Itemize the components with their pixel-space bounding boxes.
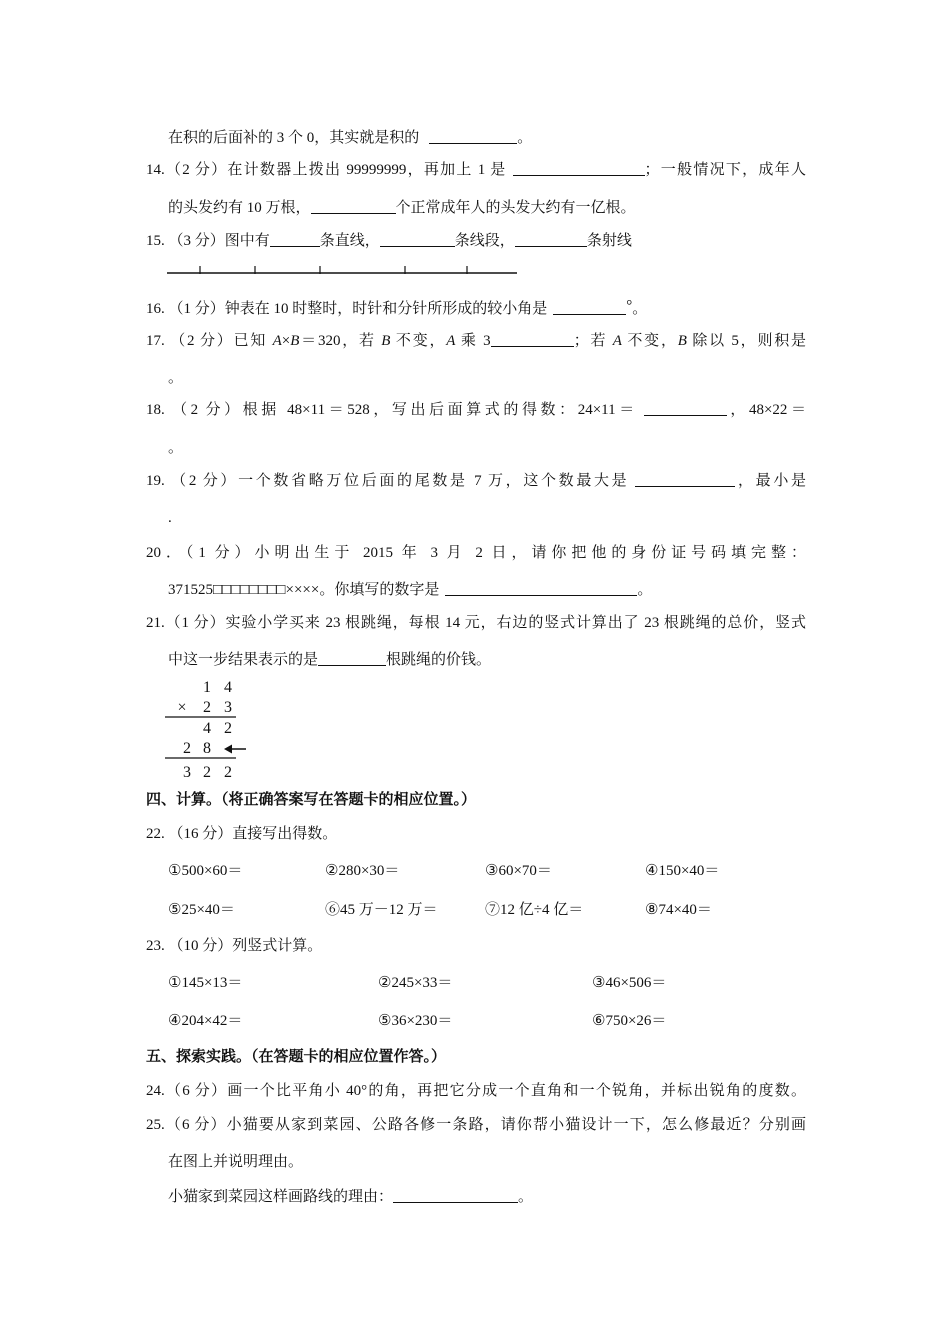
q14-text-4: 个正常成年人的头发大约有一亿根。 [395, 200, 636, 216]
q13-text: 在积的后面补的 3 个 0，其实就是积的 [168, 130, 420, 146]
q20-end: 。 [637, 582, 653, 598]
q20-answer-blank [445, 581, 637, 596]
q18-answer-blank [644, 401, 727, 416]
q17-number-score: 17. （2 分） [146, 333, 234, 349]
q22-item: ④150×40＝ [645, 863, 720, 879]
section-5-title: 五、探索实践。（在答题卡的相应位置作答。） [146, 1049, 447, 1065]
q20-text-2: 。你填写的数字是 [319, 582, 440, 598]
section-4-title: 四、计算。（将正确答案写在答题卡的相应位置。） [146, 792, 477, 808]
q15-text-4: 条射线 [586, 233, 632, 249]
q17-text-1: 已知 [233, 333, 273, 349]
q24-text: 画一个比平角小 40°的角，再把它分成一个直角和一个锐角，并标出锐角的度数。 [227, 1083, 806, 1099]
q19-line-1 [146, 471, 806, 491]
calc-digit: 1 [203, 679, 211, 696]
q22-item: ⑤25×40＝ [168, 902, 235, 918]
q14-text-3: 的头发约有 10 万根， [168, 200, 311, 216]
q21-number-score: 21.（1 分） [146, 615, 226, 631]
q23-line [146, 936, 322, 956]
q14-line-1 [146, 160, 806, 180]
q17-text-3: 不变， [390, 333, 447, 349]
calc-digit: 4 [203, 720, 211, 737]
q21-text-1: 实验小学买来 23 根跳绳，每根 14 元，右边的竖式计算出了 23 根跳绳的总价，竖式 [225, 615, 806, 631]
q21-line-2 [168, 650, 491, 670]
q15-text-2: 条直线， [319, 233, 380, 249]
q19-number-score: 19. （2 分） [146, 473, 239, 489]
q17-var-b: B [381, 333, 391, 349]
q19-line-2 [168, 508, 172, 528]
q25-line-1 [146, 1115, 806, 1135]
q16-line [146, 299, 647, 319]
calc-digit: 2 [203, 764, 211, 781]
q18-text-1: 根据 48×11＝528，写出后面算式的得数：24×11＝ [242, 402, 638, 418]
q13-answer-blank [429, 129, 517, 144]
q15-line-figure [160, 262, 525, 282]
q17-answer-blank [491, 332, 574, 347]
q17-text-4: 乘 3 [455, 333, 491, 349]
q25-line-3 [168, 1187, 533, 1207]
q14-number-score: 14.（2 分） [146, 162, 228, 178]
q19-answer-blank [635, 472, 735, 487]
q18-text-2: ，48×22＝ [726, 402, 806, 418]
q18-end: 。 [168, 440, 184, 456]
q22-text: 直接写出得数。 [232, 826, 338, 842]
q15-answer-blank-2 [380, 232, 455, 247]
q17-var-a: A [272, 333, 282, 349]
q16-answer-blank [553, 300, 626, 315]
q19-text-2: ，最小是 [735, 473, 806, 489]
q15-line [146, 231, 632, 251]
q19-end: . [168, 510, 172, 526]
q22-number-score: 22. （16 分） [146, 826, 233, 842]
q14-answer-blank-1 [513, 161, 645, 176]
q23-item: ⑥750×26＝ [592, 1013, 667, 1029]
calc-digit: 8 [203, 740, 211, 757]
q23-item: ①145×13＝ [168, 975, 243, 991]
q16-end: 。 [632, 301, 648, 317]
q20-id-number: 371525□□□□□□□□×××× [168, 582, 320, 598]
calc-digit: 3 [224, 699, 232, 716]
q25-number-score: 25.（6 分） [146, 1117, 227, 1133]
calc-digit: 3 [183, 764, 191, 781]
q16-text: 钟表在 10 时整时，时针和分针所形成的较小角是 [224, 301, 548, 317]
q17-text-7: 除以 5，则积是 [686, 333, 806, 349]
q17-end: 。 [168, 370, 184, 386]
q17-times-sign: × [281, 333, 291, 349]
q22-item: ⑧74×40＝ [645, 902, 712, 918]
q18-number-score: 18. （2 分） [146, 402, 243, 418]
q16-number-score: 16. （1 分） [146, 301, 225, 317]
q14-answer-blank-2 [311, 199, 396, 214]
calc-multiply-sign: × [177, 699, 187, 716]
q15-text-1: 图中有 [224, 233, 270, 249]
q23-item: ③46×506＝ [592, 975, 667, 991]
q17-text-6: 不变， [621, 333, 678, 349]
q16-degree-sign: ° [626, 298, 633, 314]
q20-line-2 [168, 580, 652, 600]
q13-continuation-line [168, 128, 532, 148]
q17-var-a: A [612, 333, 622, 349]
q21-answer-blank [318, 651, 386, 666]
q21-text-3: 根跳绳的价钱。 [386, 652, 492, 668]
calc-digit: 2 [224, 764, 232, 781]
q15-answer-blank-3 [515, 232, 587, 247]
calc-digit: 4 [224, 679, 232, 696]
q23-text: 列竖式计算。 [232, 938, 323, 954]
q20-line-1 [146, 543, 806, 563]
q17-line-1 [146, 331, 806, 351]
q22-item: ⑦12 亿÷4 亿＝ [485, 902, 584, 918]
q22-item: ①500×60＝ [168, 863, 243, 879]
q17-var-b: B [290, 333, 300, 349]
q20-text-1: 小明出生于 2015 年 3 月 2 日，请你把他的身份证号码填完整： [254, 545, 806, 561]
q22-item: ⑥45 万－12 万＝ [325, 902, 438, 918]
calc-digit: 2 [203, 699, 211, 716]
q25-line-2: 在图上并说明理由。 [168, 1154, 304, 1170]
q18-line-1 [146, 400, 806, 420]
q23-item: ②245×33＝ [378, 975, 453, 991]
q15-answer-blank-1 [270, 232, 320, 247]
q23-item: ④204×42＝ [168, 1013, 243, 1029]
q22-line [146, 824, 337, 844]
q25-text-1: 小猫要从家到菜园、公路各修一条路，请你帮小猫设计一下，怎么修最近？分别画 [226, 1117, 806, 1133]
q14-text-1: 在计数器上拨出 99999999，再加上 1 是 [227, 162, 507, 178]
q14-text-2: ；一般情况下，成年人 [644, 162, 806, 178]
q14-line-2 [168, 198, 636, 218]
q15-text-3: 条线段， [454, 233, 515, 249]
q23-number-score: 23. （10 分） [146, 938, 233, 954]
q22-item: ②280×30＝ [325, 863, 400, 879]
q23-item: ⑤36×230＝ [378, 1013, 453, 1029]
calc-digit: 2 [183, 740, 191, 757]
q19-text-1: 一个数省略万位后面的尾数是 7 万，这个数最大是 [238, 473, 630, 489]
q22-item: ③60×70＝ [485, 863, 552, 879]
q25-end: 。 [518, 1189, 534, 1205]
q15-number-score: 15. （3 分） [146, 233, 225, 249]
calc-lines [160, 676, 260, 786]
q17-line-2 [168, 368, 183, 388]
q24-line [146, 1081, 806, 1101]
q13-end: 。 [517, 130, 533, 146]
left-arrow-icon [224, 745, 246, 754]
q24-number-score: 24.（6 分） [146, 1083, 228, 1099]
q17-text-5: ；若 [573, 333, 613, 349]
vertical-multiplication [160, 676, 260, 786]
q18-line-2 [168, 438, 183, 458]
q25-answer-blank [393, 1188, 518, 1203]
calc-digit: 2 [224, 720, 232, 737]
q21-line-1 [146, 613, 806, 633]
q20-number-score: 20．（1 分） [146, 545, 255, 561]
q21-text-2: 中这一步结果表示的是 [168, 652, 319, 668]
q17-var-a: A [446, 333, 456, 349]
q17-text-2: ＝320，若 [299, 333, 382, 349]
q25-text-3: 小猫家到菜园这样画路线的理由： [168, 1189, 394, 1205]
q17-var-b: B [677, 333, 687, 349]
